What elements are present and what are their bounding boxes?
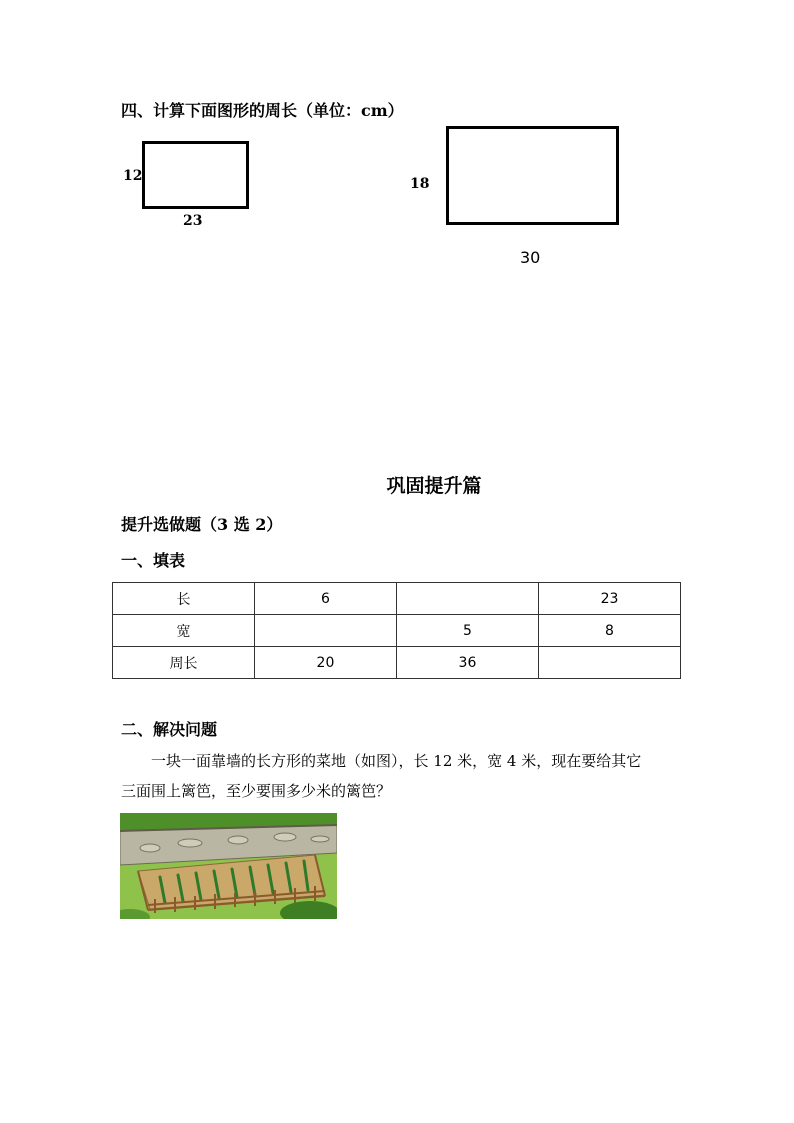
table-cell: 5 [396, 615, 538, 647]
rectangle-1-width-label: 23 [183, 213, 203, 229]
problem-text-line-1: 一块一面靠墙的长方形的菜地（如图），长 12 米，宽 4 米，现在要给其它 [151, 752, 642, 770]
table-cell: 8 [538, 615, 680, 647]
table-cell [254, 615, 396, 647]
rectangle-2-height-label: 18 [410, 176, 430, 192]
section-title: 巩固提升篇 [386, 475, 482, 497]
table-row [113, 647, 681, 679]
table-cell: 宽 [113, 615, 255, 647]
rectangle-1-height-label: 12 [123, 168, 143, 184]
table-cell: 36 [396, 647, 538, 679]
table-cell [396, 583, 538, 615]
problem-heading: 二、解决问题 [121, 720, 218, 739]
table-row [113, 583, 681, 615]
rectangle-2 [446, 126, 619, 225]
rectangle-1 [142, 141, 249, 209]
rectangle-2-width-label: 30 [520, 248, 541, 267]
table-cell [538, 647, 680, 679]
section4-heading: 四、计算下面图形的周长（单位：cm） [121, 101, 404, 120]
table-cell: 23 [538, 583, 680, 615]
table-cell: 6 [254, 583, 396, 615]
table-cell: 周长 [113, 647, 255, 679]
table-cell: 长 [113, 583, 255, 615]
optional-subtitle: 提升选做题（3 选 2） [121, 515, 283, 534]
fill-table-heading: 一、填表 [121, 551, 186, 570]
table-cell: 20 [254, 647, 396, 679]
garden-scene-svg [120, 813, 337, 919]
table-row [113, 615, 681, 647]
vegetable-garden-illustration [120, 813, 337, 919]
fill-table [112, 582, 681, 679]
problem-text-line-2: 三面围上篱笆，至少要围多少米的篱笆？ [121, 782, 392, 800]
